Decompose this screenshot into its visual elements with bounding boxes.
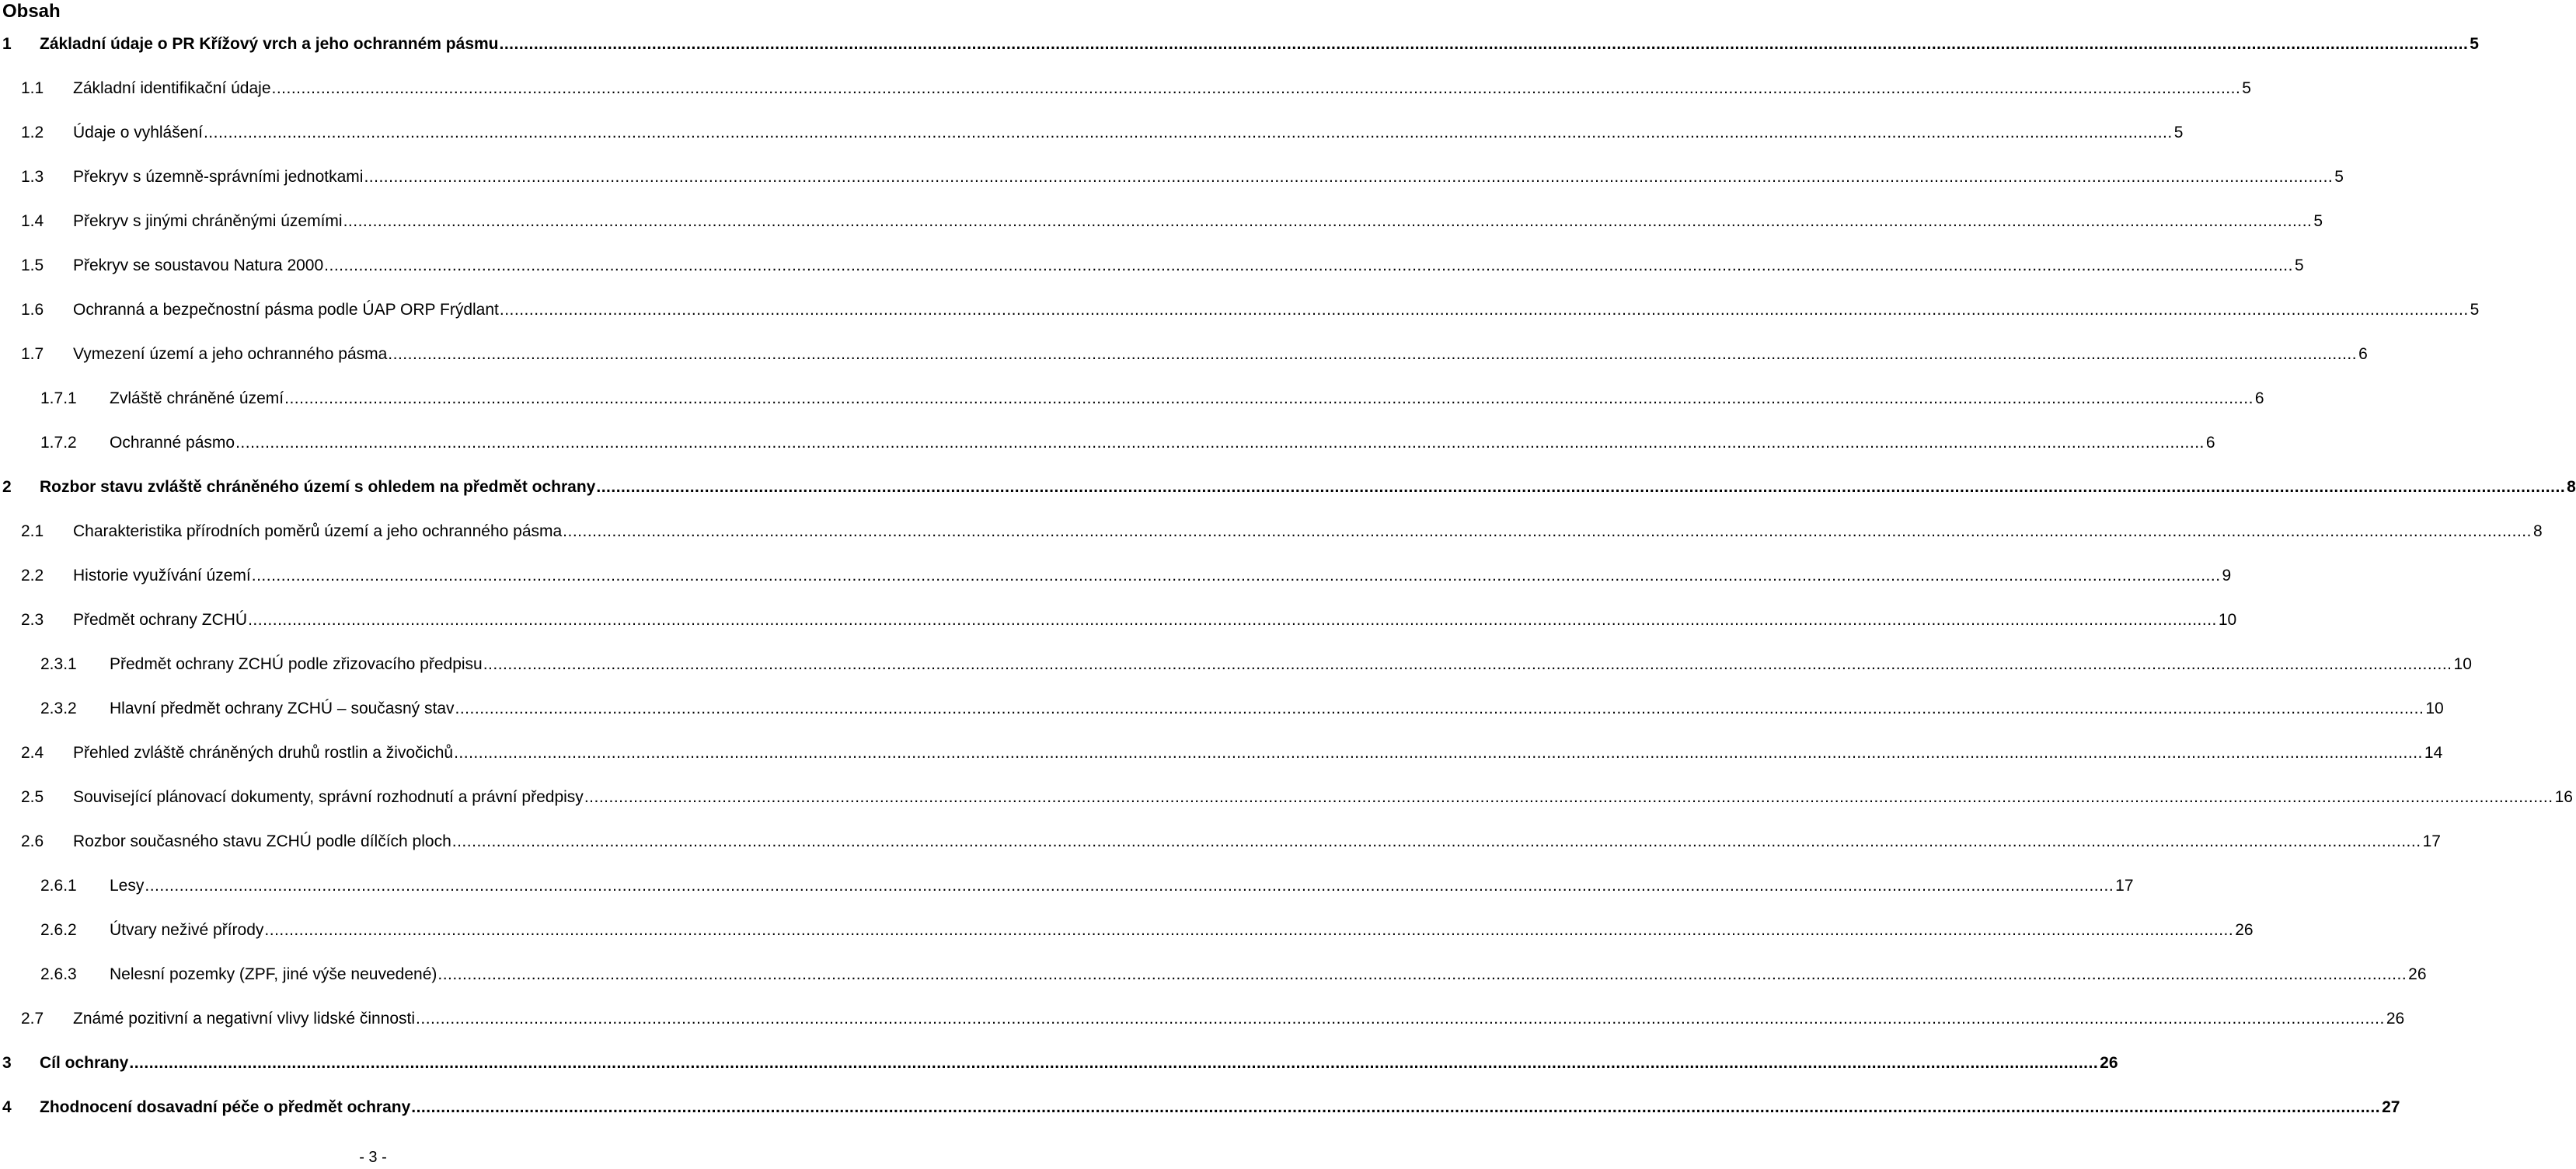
toc-leader-dots: ................................................................................................................................................................................................................................................................................................................................................................................................................ <box>235 434 2205 452</box>
toc-entry-title: Rozbor současného stavu ZCHÚ podle dílčích ploch <box>73 832 451 850</box>
toc-entry-page: 27 <box>2382 1098 2400 1116</box>
toc-entry-title: Známé pozitivní a negativní vlivy lidské činnosti <box>73 1010 416 1028</box>
toc-entry-number: 3 <box>2 1054 12 1072</box>
toc-entry-number: 2.3 <box>21 611 44 629</box>
toc-leader-dots: ................................................................................................................................................................................................................................................................................................................................................................................................................ <box>499 301 2469 319</box>
toc-entry-title: Předmět ochrany ZCHÚ <box>73 611 248 629</box>
toc-entry-page: 14 <box>2424 744 2443 762</box>
toc-entry[interactable] <box>0 783 2573 811</box>
toc-entry[interactable] <box>0 872 2134 900</box>
toc-entry-title: Přehled zvláště chráněných druhů rostlin a živočichů <box>73 744 454 762</box>
toc-entry[interactable] <box>0 828 2441 856</box>
toc-entry-number: 2.7 <box>21 1010 44 1028</box>
toc-leader-dots: ................................................................................................................................................................................................................................................................................................................................................................................................................ <box>455 700 2424 717</box>
toc-entry-number: 4 <box>2 1098 12 1116</box>
toc-entry-number: 2.6.3 <box>40 965 77 983</box>
toc-entry-title: Základní údaje o PR Křížový vrch a jeho ochranném pásmu <box>40 35 499 53</box>
toc-entry[interactable] <box>0 208 2323 236</box>
toc-entry[interactable] <box>0 163 2344 191</box>
toc-leader-dots: ................................................................................................................................................................................................................................................................................................................................................................................................................ <box>203 124 2173 141</box>
toc-entry-number: 1 <box>2 35 12 53</box>
toc-entry-page: 26 <box>2386 1010 2405 1028</box>
toc-entry-page: 6 <box>2205 434 2215 452</box>
toc-entry-title: Lesy <box>110 877 145 895</box>
toc-leader-dots: ................................................................................................................................................................................................................................................................................................................................................................................................................ <box>145 877 2114 895</box>
toc-entry-number: 2.3.2 <box>40 700 77 717</box>
toc-entry-page: 5 <box>2294 256 2304 274</box>
toc-entry-number: 1.4 <box>21 212 44 230</box>
toc-entry-page: 16 <box>2554 788 2573 806</box>
toc-leader-dots: ................................................................................................................................................................................................................................................................................................................................................................................................................ <box>437 965 2407 983</box>
toc-leader-dots: ................................................................................................................................................................................................................................................................................................................................................................................................................ <box>483 655 2452 673</box>
toc-entry-title: Předmět ochrany ZCHÚ podle zřizovacího předpisu <box>110 655 483 673</box>
toc-entry-page: 26 <box>2408 965 2427 983</box>
toc-entry-title: Historie využívání území <box>73 567 251 584</box>
toc-entry-number: 2.5 <box>21 788 44 806</box>
toc-leader-dots: ................................................................................................................................................................................................................................................................................................................................................................................................................ <box>248 611 2217 629</box>
toc-entry-title: Údaje o vyhlášení <box>73 124 203 141</box>
toc-heading: Obsah <box>2 1 61 22</box>
toc-entry-title: Ochranná a bezpečnostní pásma podle ÚAP ORP Frýdlant <box>73 301 499 319</box>
toc-entry-number: 2.6 <box>21 832 44 850</box>
toc-entry-title: Charakteristika přírodních poměrů území a jeho ochranného pásma <box>73 522 563 540</box>
toc-entry[interactable] <box>0 296 2480 324</box>
toc-entry-number: 2 <box>2 478 12 496</box>
toc-entry-number: 2.6.2 <box>40 921 77 939</box>
toc-entry-number: 1.7.2 <box>40 434 77 452</box>
toc-leader-dots: ................................................................................................................................................................................................................................................................................................................................................................................................................ <box>129 1054 2099 1072</box>
toc-entry-page: 10 <box>2425 700 2444 717</box>
toc-entry-number: 1.6 <box>21 301 44 319</box>
toc-entry-page: 10 <box>2218 611 2237 629</box>
toc-entry-page: 6 <box>2358 345 2368 363</box>
toc-entry[interactable] <box>0 518 2543 546</box>
toc-leader-dots: ................................................................................................................................................................................................................................................................................................................................................................................................................ <box>264 921 2234 939</box>
toc-entry-page: 5 <box>2242 79 2251 97</box>
toc-leader-dots: ................................................................................................................................................................................................................................................................................................................................................................................................................ <box>451 832 2421 850</box>
toc-entry[interactable] <box>0 473 2576 501</box>
toc-entry-page: 26 <box>2235 921 2254 939</box>
toc-entry[interactable] <box>0 1005 2405 1033</box>
toc-entry-number: 2.4 <box>21 744 44 762</box>
toc-entry-title: Překryv s jinými chráněnými územími <box>73 212 343 230</box>
toc-entry-page: 5 <box>2334 168 2344 186</box>
toc-entry-page: 9 <box>2222 567 2232 584</box>
toc-entry-page: 5 <box>2313 212 2323 230</box>
toc-leader-dots: ................................................................................................................................................................................................................................................................................................................................................................................................................ <box>563 522 2532 540</box>
toc-entry-page: 17 <box>2115 877 2134 895</box>
toc-leader-dots: ................................................................................................................................................................................................................................................................................................................................................................................................................ <box>324 256 2293 274</box>
toc-entry-title: Rozbor stavu zvláště chráněného území s ohledem na předmět ochrany <box>40 478 596 496</box>
toc-leader-dots: ................................................................................................................................................................................................................................................................................................................................................................................................................ <box>416 1010 2385 1028</box>
toc-entry-page: 8 <box>2567 478 2576 496</box>
toc-entry-title: Ochranné pásmo <box>110 434 235 452</box>
toc-entry-title: Překryv se soustavou Natura 2000 <box>73 256 324 274</box>
toc-entry-page: 5 <box>2173 124 2184 141</box>
toc-entry-title: Související plánovací dokumenty, správní rozhodnutí a právní předpisy <box>73 788 584 806</box>
toc-leader-dots: ................................................................................................................................................................................................................................................................................................................................................................................................................ <box>343 212 2313 230</box>
toc-entry[interactable] <box>0 30 2479 58</box>
toc-leader-dots: ................................................................................................................................................................................................................................................................................................................................................................................................................ <box>596 478 2566 496</box>
toc-entry[interactable] <box>0 252 2304 280</box>
toc-entry[interactable] <box>0 562 2232 590</box>
toc-entry-title: Útvary neživé přírody <box>110 921 264 939</box>
toc-entry-number: 1.2 <box>21 124 44 141</box>
toc-entry[interactable] <box>0 385 2264 413</box>
toc-entry-title: Zhodnocení dosavadní péče o předmět ochrany <box>40 1098 411 1116</box>
toc-entry[interactable] <box>0 1094 2400 1122</box>
toc-entry-number: 1.7.1 <box>40 389 77 407</box>
toc-entry-number: 1.1 <box>21 79 44 97</box>
toc-entry-title: Vymezení území a jeho ochranného pásma <box>73 345 388 363</box>
toc-entry-page: 8 <box>2532 522 2543 540</box>
toc-leader-dots: ................................................................................................................................................................................................................................................................................................................................................................................................................ <box>251 567 2221 584</box>
toc-entry-title: Cíl ochrany <box>40 1054 129 1072</box>
toc-entry-number: 2.6.1 <box>40 877 77 895</box>
toc-entry-page: 10 <box>2453 655 2472 673</box>
toc-entry-page: 5 <box>2470 35 2479 53</box>
toc-entry-number: 2.1 <box>21 522 44 540</box>
toc-entry[interactable] <box>0 340 2368 368</box>
toc-entry[interactable] <box>0 651 2472 679</box>
toc-leader-dots: ................................................................................................................................................................................................................................................................................................................................................................................................................ <box>284 389 2254 407</box>
toc-leader-dots: ................................................................................................................................................................................................................................................................................................................................................................................................................ <box>388 345 2358 363</box>
toc-leader-dots: ................................................................................................................................................................................................................................................................................................................................................................................................................ <box>271 79 2241 97</box>
toc-entry[interactable] <box>0 695 2444 723</box>
toc-entry-page: 26 <box>2100 1054 2118 1072</box>
toc-entry[interactable] <box>0 961 2427 989</box>
toc-entry[interactable] <box>0 1049 2118 1077</box>
toc-entry-page: 6 <box>2254 389 2264 407</box>
toc-leader-dots: ................................................................................................................................................................................................................................................................................................................................................................................................................ <box>584 788 2553 806</box>
toc-entry-title: Základní identifikační údaje <box>73 79 271 97</box>
toc-leader-dots: ................................................................................................................................................................................................................................................................................................................................................................................................................ <box>454 744 2423 762</box>
toc-entry-title: Zvláště chráněné území <box>110 389 284 407</box>
toc-entry-title: Nelesní pozemky (ZPF, jiné výše neuvedené) <box>110 965 437 983</box>
toc-entry-title: Překryv s územně-správními jednotkami <box>73 168 364 186</box>
toc-entry[interactable] <box>0 606 2237 634</box>
toc-entry-title: Hlavní předmět ochrany ZCHÚ – současný stav <box>110 700 455 717</box>
toc-entry-number: 1.7 <box>21 345 44 363</box>
toc-entry[interactable] <box>0 119 2184 147</box>
toc-entry-page: 17 <box>2422 832 2441 850</box>
toc-entry[interactable] <box>0 75 2251 103</box>
toc-entry-number: 2.3.1 <box>40 655 77 673</box>
toc-entry[interactable] <box>0 916 2254 944</box>
toc-entry[interactable] <box>0 739 2443 767</box>
toc-entry-number: 1.5 <box>21 256 44 274</box>
toc-entry-number: 1.3 <box>21 168 44 186</box>
toc-leader-dots: ................................................................................................................................................................................................................................................................................................................................................................................................................ <box>411 1098 2381 1116</box>
toc-entry-number: 2.2 <box>21 567 44 584</box>
toc-leader-dots: ................................................................................................................................................................................................................................................................................................................................................................................................................ <box>364 168 2334 186</box>
toc-entry-page: 5 <box>2470 301 2480 319</box>
toc-entry[interactable] <box>0 429 2215 457</box>
toc-leader-dots: ................................................................................................................................................................................................................................................................................................................................................................................................................ <box>499 35 2469 53</box>
page-number-footer: - 3 - <box>359 1149 387 1166</box>
